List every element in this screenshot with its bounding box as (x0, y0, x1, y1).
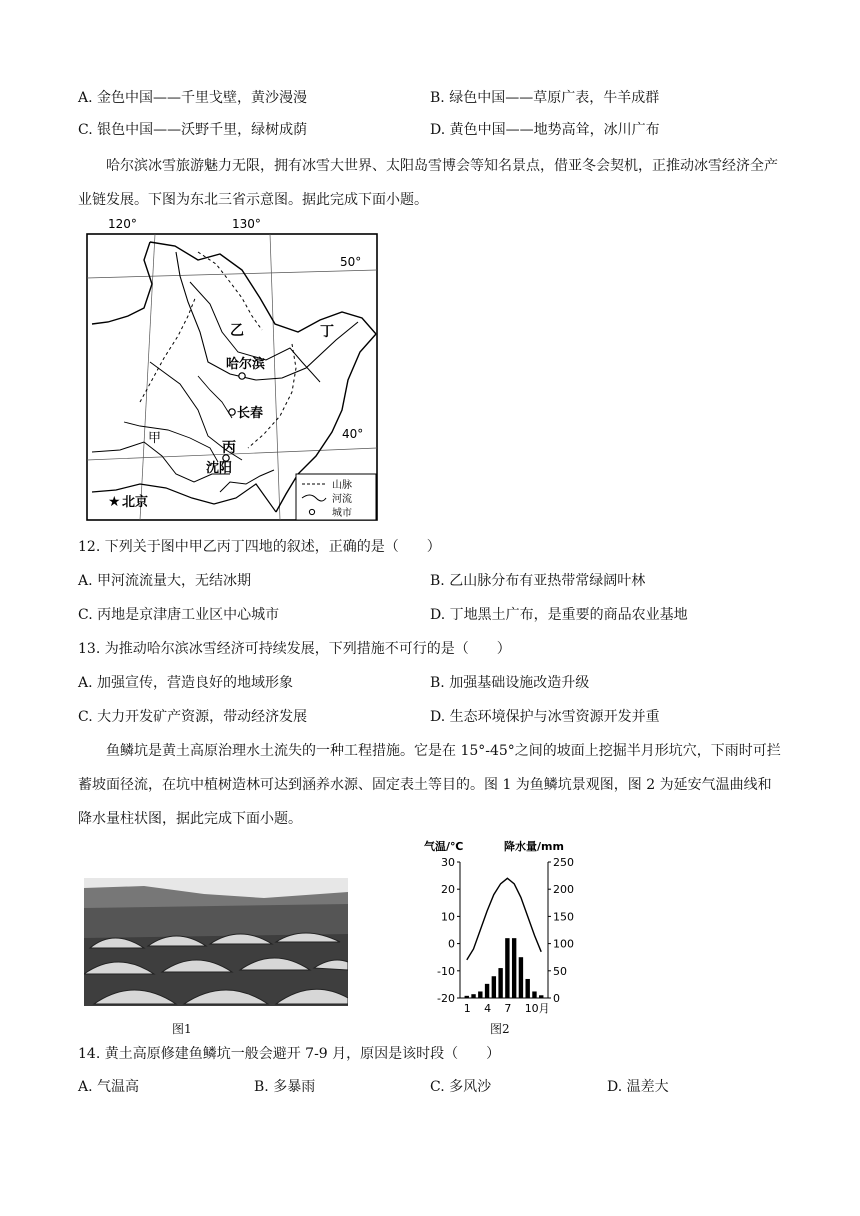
q14-stem: 14. 黄土高原修建鱼鳞坑一般会避开 7-9 月，原因是该时段（ ） (78, 1046, 501, 1062)
changchun-city-icon (229, 409, 235, 415)
x-tick-label: 7 (504, 1002, 512, 1015)
harbin-intro: 哈尔滨冰雪旅游魅力无限，拥有冰雪大世界、太阳岛雪博会等知名景点，借亚冬会契机，正推动冰雪经济全产业链发展。下图为东北三省示意图。据此完成下面小题。 (78, 158, 778, 208)
precipitation-bar (492, 976, 496, 998)
precipitation-bar (478, 991, 482, 998)
q13-option-b: B. 加强基础设施改造升级 (430, 675, 590, 691)
q12-stem: 12. 下列关于图中甲乙丙丁四地的叙述，正确的是（ ） (78, 539, 441, 555)
q13-option-d: D. 生态环境保护与冰雪资源开发并重 (430, 709, 660, 725)
fig1-caption: 图1 (172, 1022, 192, 1036)
q11-option-b: B. 绿色中国——草原广表，牛羊成群 (430, 90, 660, 106)
fig2-caption: 图2 (490, 1022, 510, 1036)
map-label-ding: 丁 (320, 324, 334, 340)
left-tick-label: 30 (441, 856, 455, 869)
chart-ylabel-left: 气温/℃ (424, 840, 464, 853)
right-tick-label: 200 (553, 883, 574, 897)
legend-city-icon (309, 509, 314, 514)
x-tick-label: 1 (463, 1002, 471, 1015)
beijing-star-icon: ★ (108, 494, 121, 510)
map-lat-50: 50° (340, 255, 362, 269)
right-tick-label: 0 (553, 992, 560, 1005)
x-tick-label: 4 (484, 1002, 492, 1015)
q13-stem: 13. 为推动哈尔滨冰雪经济可持续发展，下列措施不可行的是（ ） (78, 641, 511, 657)
left-tick-label: 0 (448, 937, 455, 951)
precipitation-bar (485, 984, 489, 998)
right-tick-label: 150 (553, 910, 574, 924)
precipitation-bar (471, 994, 475, 998)
q14-option-a: A. 气温高 (78, 1079, 140, 1095)
map-label-jia: 甲 (148, 431, 162, 446)
map-label-shenyang: 沈阳 (206, 461, 233, 476)
map-label-beijing: 北京 (122, 495, 149, 510)
map-lon-130: 130° (232, 217, 261, 231)
q11-option-a: A. 金色中国——千里戈壁，黄沙漫漫 (78, 90, 308, 106)
q11-option-c: C. 银色中国——沃野千里，绿树成荫 (78, 122, 308, 138)
map-lon-120: 120° (108, 217, 137, 231)
map-label-harbin: 哈尔滨 (226, 357, 266, 372)
northeast-map (80, 212, 380, 524)
x-tick-label: 10月 (524, 1002, 550, 1015)
q12-option-d: D. 丁地黑土广布，是重要的商品农业基地 (430, 607, 688, 623)
precipitation-bar (498, 968, 502, 998)
legend-river-label: 河流 (332, 494, 352, 505)
left-tick-label: 10 (441, 910, 455, 924)
map-label-yi: 乙 (230, 323, 244, 339)
q12-option-b: B. 乙山脉分布有亚热带常绿阔叶林 (430, 573, 646, 589)
left-tick-label: -10 (437, 964, 455, 978)
precipitation-bar (539, 995, 543, 998)
precipitation-bar (465, 996, 469, 998)
q14-option-c: C. 多风沙 (430, 1079, 492, 1095)
right-tick-label: 50 (553, 964, 567, 978)
precipitation-bar (519, 957, 523, 998)
right-tick-label: 100 (553, 937, 574, 951)
legend-mountain-label: 山脉 (332, 480, 352, 491)
climate-chart-svg (420, 838, 590, 1018)
q13-option-a: A. 加强宣传，营造良好的地域形象 (78, 675, 294, 691)
q14-option-b: B. 多暴雨 (254, 1079, 316, 1095)
fishscale-photo (84, 878, 348, 1006)
map-lat-40: 40° (342, 427, 364, 441)
temperature-line (467, 878, 541, 960)
legend-city-label: 城市 (332, 508, 352, 519)
fishscale-photo-svg (84, 878, 348, 1006)
q11-option-d: D. 黄色中国——地势高耸，冰川广布 (430, 122, 660, 138)
map-label-changchun: 长春 (237, 406, 264, 421)
q12-option-a: A. 甲河流流量大，无结冰期 (78, 573, 252, 589)
left-tick-label: 20 (441, 883, 455, 897)
climate-chart (420, 838, 590, 1018)
right-tick-label: 250 (553, 856, 574, 869)
precipitation-bar (532, 991, 536, 998)
left-tick-label: -20 (437, 992, 455, 1005)
harbin-city-icon (239, 373, 245, 379)
precipitation-bar (512, 938, 516, 998)
map-label-bing: 丙 (222, 440, 236, 456)
q14-option-d: D. 温差大 (607, 1079, 669, 1095)
chart-ylabel-right: 降水量/mm (504, 840, 564, 853)
northeast-map-svg (80, 212, 380, 524)
fishscale-intro: 鱼鳞坑是黄土高原治理水土流失的一种工程措施。它是在 15°-45°之间的坡面上挖掘半月形坑穴，下雨时可拦蓄坡面径流，在坑中植树造林可达到涵养水源、固定表土等目的。图 1 为鱼鳞坑景观图，图 2 为延安气温曲线和降水量柱状图，据此完成下面小题。 (78, 743, 781, 827)
precipitation-bar (505, 938, 509, 998)
q13-option-c: C. 大力开发矿产资源，带动经济发展 (78, 709, 308, 725)
q12-option-c: C. 丙地是京津唐工业区中心城市 (78, 607, 280, 623)
precipitation-bar (525, 979, 529, 998)
